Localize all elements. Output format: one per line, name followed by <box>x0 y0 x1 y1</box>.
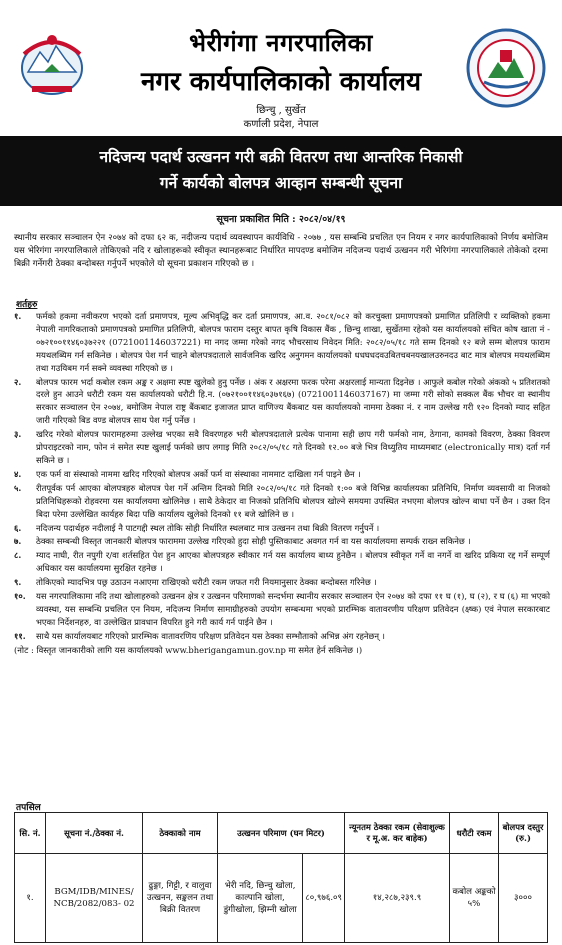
publication-date: सूचना प्रकाशित मिति : २०८२/०४/१९ <box>216 214 346 225</box>
condition-text: नदिजन्य पदार्थहरु नदीलाई नै पाटगद्दी स्थल तोकि सोही निर्धारित स्थलबाट मात्र उत्खनन तथा बिक्री वितरण गर्नुपर्ने । <box>36 522 380 533</box>
condition-number: ११. <box>14 630 26 641</box>
condition-item <box>14 630 550 643</box>
notice-title-line-1: नदिजन्य पदार्थ उत्खनन गरी बक्री वितरण तथा आन्तरिक निकासी <box>99 147 463 166</box>
condition-number: ३. <box>14 429 22 440</box>
col-contract-name: ठेक्काको नाम <box>143 813 218 854</box>
condition-text: रीतपूर्वक पर्न आएका बोलपत्रहरु बोलपत्र पेश गर्ने अन्तिम दिनको मिति २०८२/०५/१८ गते दिनको १:०० बजे विभिन्न कार्यालयका प्रतिनिधि, निर्माण व्यवसायी वा निजको प्रतिनिधिहरूको रोहवरमा यस कार्यालयमा खोलिनेछ । साथै ठेकेदार वा निजको प्रतिनिधि बोलपत्र खोल्ने समयमा उपस्थित नभएमा बोलपत्र खोल्न बाधा पर्ने छैन । उक्त दिन बिदा परेमा उल्लेखित कार्यहरु बिदा पछि कार्यालय खुलेको दिनको ११ बजे खोलिने छ । <box>36 482 550 519</box>
office-location: छिन्चु , सुर्खेत <box>256 105 306 116</box>
condition-text: ठेक्का सम्बन्धी विस्तृत जानकारी बोलपत्र फाराममा उल्लेख गरिएको हुदा सोही पुस्तिकाबाट अवगत गर्न वा यस कार्यालयमा सम्पर्क राख्न सकिनेछ । <box>36 536 471 547</box>
condition-text: खरिद गरेको बोलपत्र फारामहरुमा उल्लेख भएका सवै विवरणहरु भरी बोलपत्रदाताले प्रत्येक पानामा सही छाप गरी फर्मको नाम, ठेगाना, कामको विवरण, ठेक्का विवरण प्रोपराइटरको नाम, फोन नं समेत स्पष्ट खुलाई फर्मको छाप लगाइ मिति २०८२/०५/१८ गते दिनको १२.०० बजे भित्र विध्युतिय माध्यमबाट (electronically मात्र) दर्ता गर्न सकिने छ । <box>36 429 550 465</box>
condition-number: ४. <box>14 468 22 479</box>
condition-item <box>14 310 550 375</box>
condition-number: २. <box>14 376 22 387</box>
condition-item <box>14 576 550 589</box>
cell-serial: १. <box>15 854 46 943</box>
col-minimum-amount: न्यूनतम ठेक्का रकम (सेवाशुल्क र मू.अ. कर बाहेक) <box>345 813 450 854</box>
office-name: नगर कार्यपालिकाको कार्यालय <box>140 67 422 97</box>
condition-number: ८. <box>14 550 22 561</box>
condition-text: तोकिएको म्यादभित्र पछ्र उठाउन नआएमा राखिएको धरौटी रकम जफत गरी नियमानुसार ठेक्का बन्दोबस्त गरिनेछ । <box>36 577 377 588</box>
condition-item <box>14 549 550 575</box>
conditions-list <box>14 310 550 657</box>
condition-text: बोलपत्र फारम भर्दा कबोल रकम अङ्क र अक्षमा स्पष्ट खुलेको हुनु पर्नेछ । अंक र अक्षरमा फरक परेमा अक्षरलाई मान्यता दिइनेछ । आफुले कबोल गरेको अंकको ५ प्रतिशतको दरले हुन आउने धरौटी रकम यस कार्यालयको धरौटी हि.न. (०७२१००११४६०३७१६७) (07210011460371​67) मा जम्मा गरी सोको सक्कल बैंक भौचर वा स्थानीय सरकार सञ्चालन ऐन २०७४, बमोजिम नेपाल राष्ट्र बैंकबाट इजाजत प्राप्त वाणिज्य बैंकबाट यस कार्यालयको नाममा ठेक्का नं. र नाम उल्लेख गरी १२० दिनको म्याद सहित जारी गरिएको बिड वण्ड बोलपत्र साथ पेश गर्नु पर्नेछ । <box>36 376 550 426</box>
col-excavation-quantity: उत्खनन परिमाण (घन मिटर) <box>218 813 345 854</box>
tender-table <box>14 812 548 943</box>
table-row <box>15 854 548 943</box>
condition-text: म्याद नाघी, रीत नपुगी र/वा शर्तसहित पेश हुन आएका बोलपत्रहरु स्वीकार गर्न यस कार्यालय बाध्य हुनेछैन । बोलपत्र स्वीकृत गर्ने वा नगर्ने वा खरिद प्रकिया रद्द गर्ने सम्पूर्ण अधिकार यस कार्यालयमा सुरक्षित रहनेछ । <box>36 550 550 574</box>
condition-number: १०. <box>14 591 26 602</box>
col-tender-fee: बोलपत्र दस्तुर (रु.) <box>499 813 548 854</box>
condition-text: साथै यस कार्यालयबाट गरिएको प्रारम्भिक वातावरणिय परिक्षण प्रतिवेदन यस ठेक्का सम्भौताको अभिन्न अंग रहनेछन् । <box>36 630 385 641</box>
municipality-name: भेरीगंगा नगरपालिका <box>189 28 373 57</box>
municipality-seal-icon <box>466 28 546 108</box>
schedule-heading: तपसिल <box>16 803 41 813</box>
notice-title-line-2: गर्ने कार्यको बोलपत्र आव्हान सम्बन्धी सूचना <box>159 173 403 192</box>
office-province: कर्णाली प्रदेश, नेपाल <box>243 119 319 130</box>
condition-item <box>14 428 550 467</box>
conditions-heading: शर्तहरु <box>16 300 38 310</box>
cell-quantity: ८०,९७६.०९ <box>303 854 345 943</box>
cell-minimum-amount: १४,२८७,२३९.९ <box>345 854 450 943</box>
condition-number: ६. <box>14 522 22 533</box>
cell-contract-name: ढुङ्गा, गिट्टी, र वालुवा उत्खनन, सङ्कलन तथा बिक्री वितरण <box>143 854 218 943</box>
condition-item <box>14 522 550 535</box>
condition-text: एक फर्म वा संस्थाको नाममा खरिद गरिएको बोलपत्र अर्को फर्म वा संस्थाका नाममाट दाखिला गर्न पाइने छैन । <box>36 468 361 479</box>
letterhead <box>0 0 562 132</box>
cell-deposit: कबोल अङ्कको ५% <box>450 854 499 943</box>
condition-number: ५. <box>14 482 22 493</box>
cell-tender-fee: ३००० <box>499 854 548 943</box>
condition-number: १. <box>14 311 22 321</box>
cell-notice-no: BGM/IDB/MINES/ NCB/2082/083- 02 <box>46 854 143 943</box>
condition-item <box>14 590 550 629</box>
condition-item <box>14 468 550 481</box>
condition-text: फर्मको हकमा नवीकरण भएको दर्ता प्रमाणपत्र, मूल्य अभिवृद्धि कर दर्ता प्रमाणपत्र, आ.व. २०८१/०८२ को करचुक्ता प्रमाणपत्रको प्रमाणित प्रतिलिपी र व्यक्तिको हकमा नेपाली नागरिकताको प्रमाणपत्रको प्रमाणित प्रतिलिपी, बोलपत्र फाराम दस्तुर बापत कृषि विकास बैंक , छिन्चु शाखा, सुर्खेतमा रहेको यस कार्यालयको संचित कोष खाता नं - ०७२१००११४६०३७२२१ (07210011460372​21) मा नगद जम्मा गरेको नगद भौचरसाथ निवेदन मिति: २०८२/०५/१८ गते सम्म दिनको १२ बजे सम्म बोलपत्र फाराम मयथलब्यिम गर्न सकिनेछ । बोलपत्र पेश गर्न चाहने बोलपत्रदाताले सार्वजनिक खरिद अनुगमन कार्यालयको धधघधदवउबितचबनयखालउरुनदउ बाट मात्र बोलपत्र मयथलब्यिम तथा गउयिबम गर्न सक्ने व्यवस्था गरिएको छ । <box>36 311 550 373</box>
condition-item <box>14 376 550 428</box>
notice-title-banner <box>0 136 562 206</box>
table-header-row <box>15 813 548 854</box>
condition-number: ९. <box>14 577 22 588</box>
intro-paragraph: स्थानीय सरकार सञ्चालन ऐन २०७४ को दफा ६२ क, नदीजन्य पदार्थ व्यवस्थापन कार्यविधि - २०७७ , यस सम्बन्धि प्रचलित एन नियम र नगर कार्यपालिकाको निर्णय बमोजिम यस भेरिगंगा नगरपालिकाले तोकिएको नदि र खोलाहरूको स्वीकृत स्थानहरूबाट निर्धारित मापदण्ड बमोजिम नदिजन्य पदार्थ उत्खनन गरी भेरिगंगा नगरपालिकाले तोकेको दरमा बिक्री गर्नेगरी ठेक्का बन्दोबस्त गर्नुपर्ने भएकोले यो सूचना प्रकाशन गरिएको छ । <box>14 233 548 270</box>
col-deposit: धरौटी रकम <box>450 813 499 854</box>
website-note: (नोट : विस्तृत जानकारीको लागि यस कार्यालयको www.bherigangamun.gov.np मा समेत हेर्न सकिनेछ ।) <box>14 644 363 655</box>
cell-location: भेरी नदि, छिन्चु खोला, काल्पानि खोला, डुंगीखोला, झिम्नी खोला <box>218 854 303 943</box>
condition-item <box>14 482 550 521</box>
condition-number: ७. <box>14 536 22 547</box>
col-notice-no: सूचना नं./ठेक्का नं. <box>46 813 143 854</box>
condition-item <box>14 535 550 548</box>
col-serial: सि. नं. <box>15 813 46 854</box>
condition-text: यस नगरपालिकामा नदि तथा खोलाहरुको उत्खनन क्षेत्र र उत्खनन परिमाणको सन्दर्भमा स्थानीय सरकार सञ्चालन ऐन २०७४ को दफा ११ घ (१), घ (२), र घ (६) मा भएको व्यवस्था, यस सम्बन्धि प्रचलित एन नियम, नदिजन्य निर्माण सामाग्रीहरुको उपयोग सम्बन्धमा भएको प्रारम्भिक वातावरणीय परिक्षण प्रतिवेदन (क्ष्ष्क) एवं नेपाल सरकारबाट भएका निर्देशनहरु, वा उल्लेखित प्रावधान विपरित हुने गरी कार्य गर्न पाईने छैन । <box>36 591 550 627</box>
